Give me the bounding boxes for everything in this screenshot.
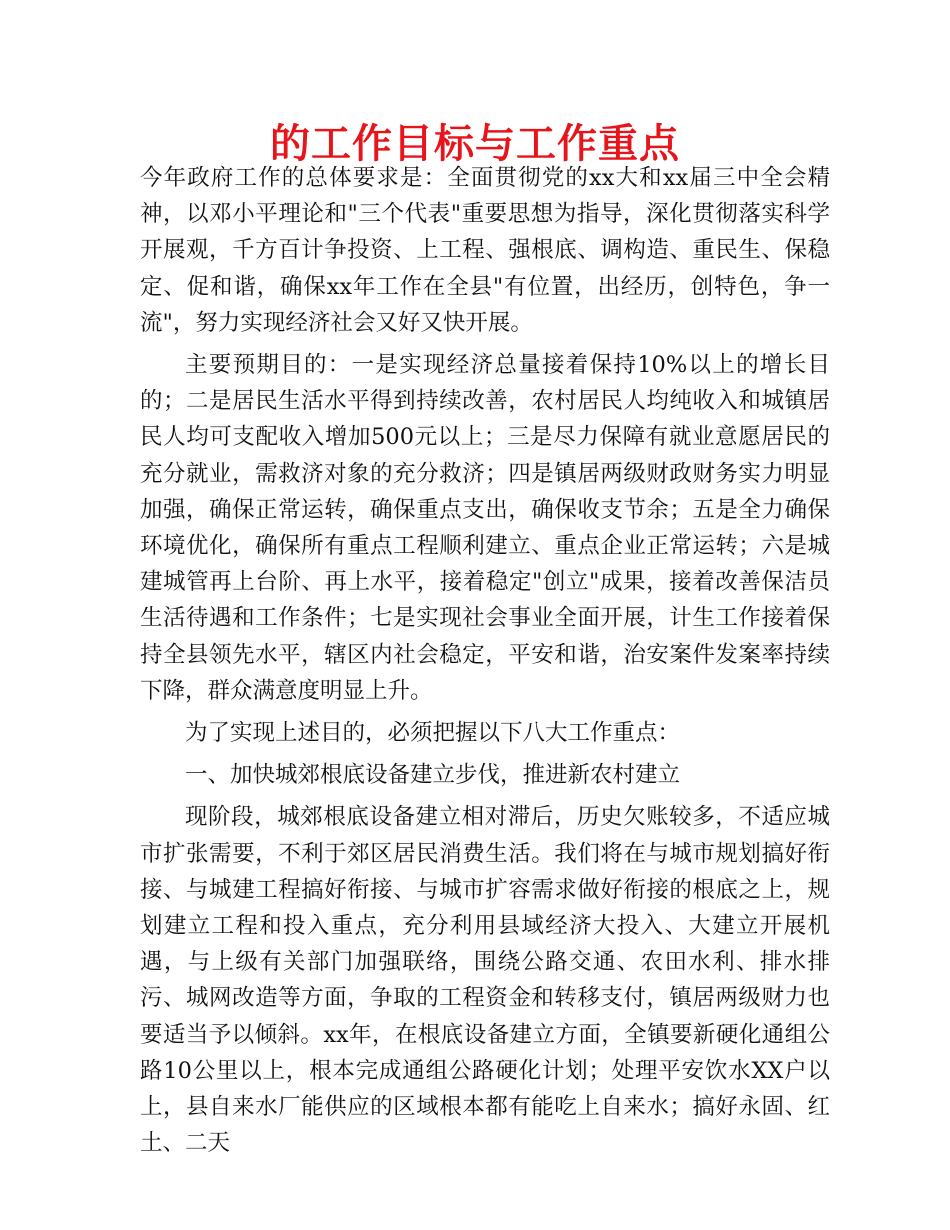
paragraph-key-work-intro: 为了实现上述目的，必须把握以下八大工作重点： (185, 720, 681, 747)
paragraph-general-requirements: 今年政府工作的总体要求是：全面贯彻党的xx大和xx届三中全会精神，以邓小平理论和"三个代表"重要思想为指导，深化贯彻落实科学开展观，千方百计争投资、上工程、强根底、调构造、重民生、保稳定、促和谐，确保xx年工作在全县"有位置，出经历，创特色，争一流"，努力实现经济社会又好又快开展。 (140, 165, 830, 336)
paragraph-expected-goals: 主要预期目的：一是实现经济总量接着保持10%以上的增长目的；二是居民生活水平得到持续改善，农村居民人均纯收入和城镇居民人均可支配收入增加500元以上；三是尽力保障有就业意愿居民的充分就业，需救济对象的充分救济；四是镇居两级财政财务实力明显加强，确保正常运转，确保重点支出，确保收支节余；五是全力确保环境优化，确保所有重点工程顺利建立、重点企业正常运转；六是城建城管再上台阶、再上水平，接着稳定"创立"成果，接着改善保洁员生活待遇和工作条件；七是实现社会事业全面开展，计生工作接着保持全县领先水平，辖区内社会稳定，平安和谐，治安案件发案率持续下降，群众满意度明显上升。 (140, 352, 830, 704)
paragraph-infrastructure: 现阶段，城郊根底设备建立相对滞后，历史欠账较多，不适应城市扩张需要，不利于郊区居民消费生活。我们将在与城市规划搞好衔接、与城建工程搞好衔接、与城市扩容需求做好衔接的根底之上，规划建立工程和投入重点，充分利用县域经济大投入、大建立开展机遇，与上级有关部门加强联络，围绕公路交通、农田水利、排水排污、城网改造等方面，争取的工程资金和转移支付，镇居两级财力也要适当予以倾斜。xx年，在根底设备建立方面，全镇要新硬化通组公路10公里以上，根本完成通组公路硬化计划；处理平安饮水XX户以上，县自来水厂能供应的区域根本都有能吃上自来水；搞好永固、红土、二天 (140, 804, 830, 1157)
document-body (140, 160, 830, 1161)
document-title: 的工作目标与工作重点 (270, 121, 680, 167)
section-heading-infrastructure: 一、加快城郊根底设备建立步伐，推进新农村建立 (185, 762, 681, 789)
